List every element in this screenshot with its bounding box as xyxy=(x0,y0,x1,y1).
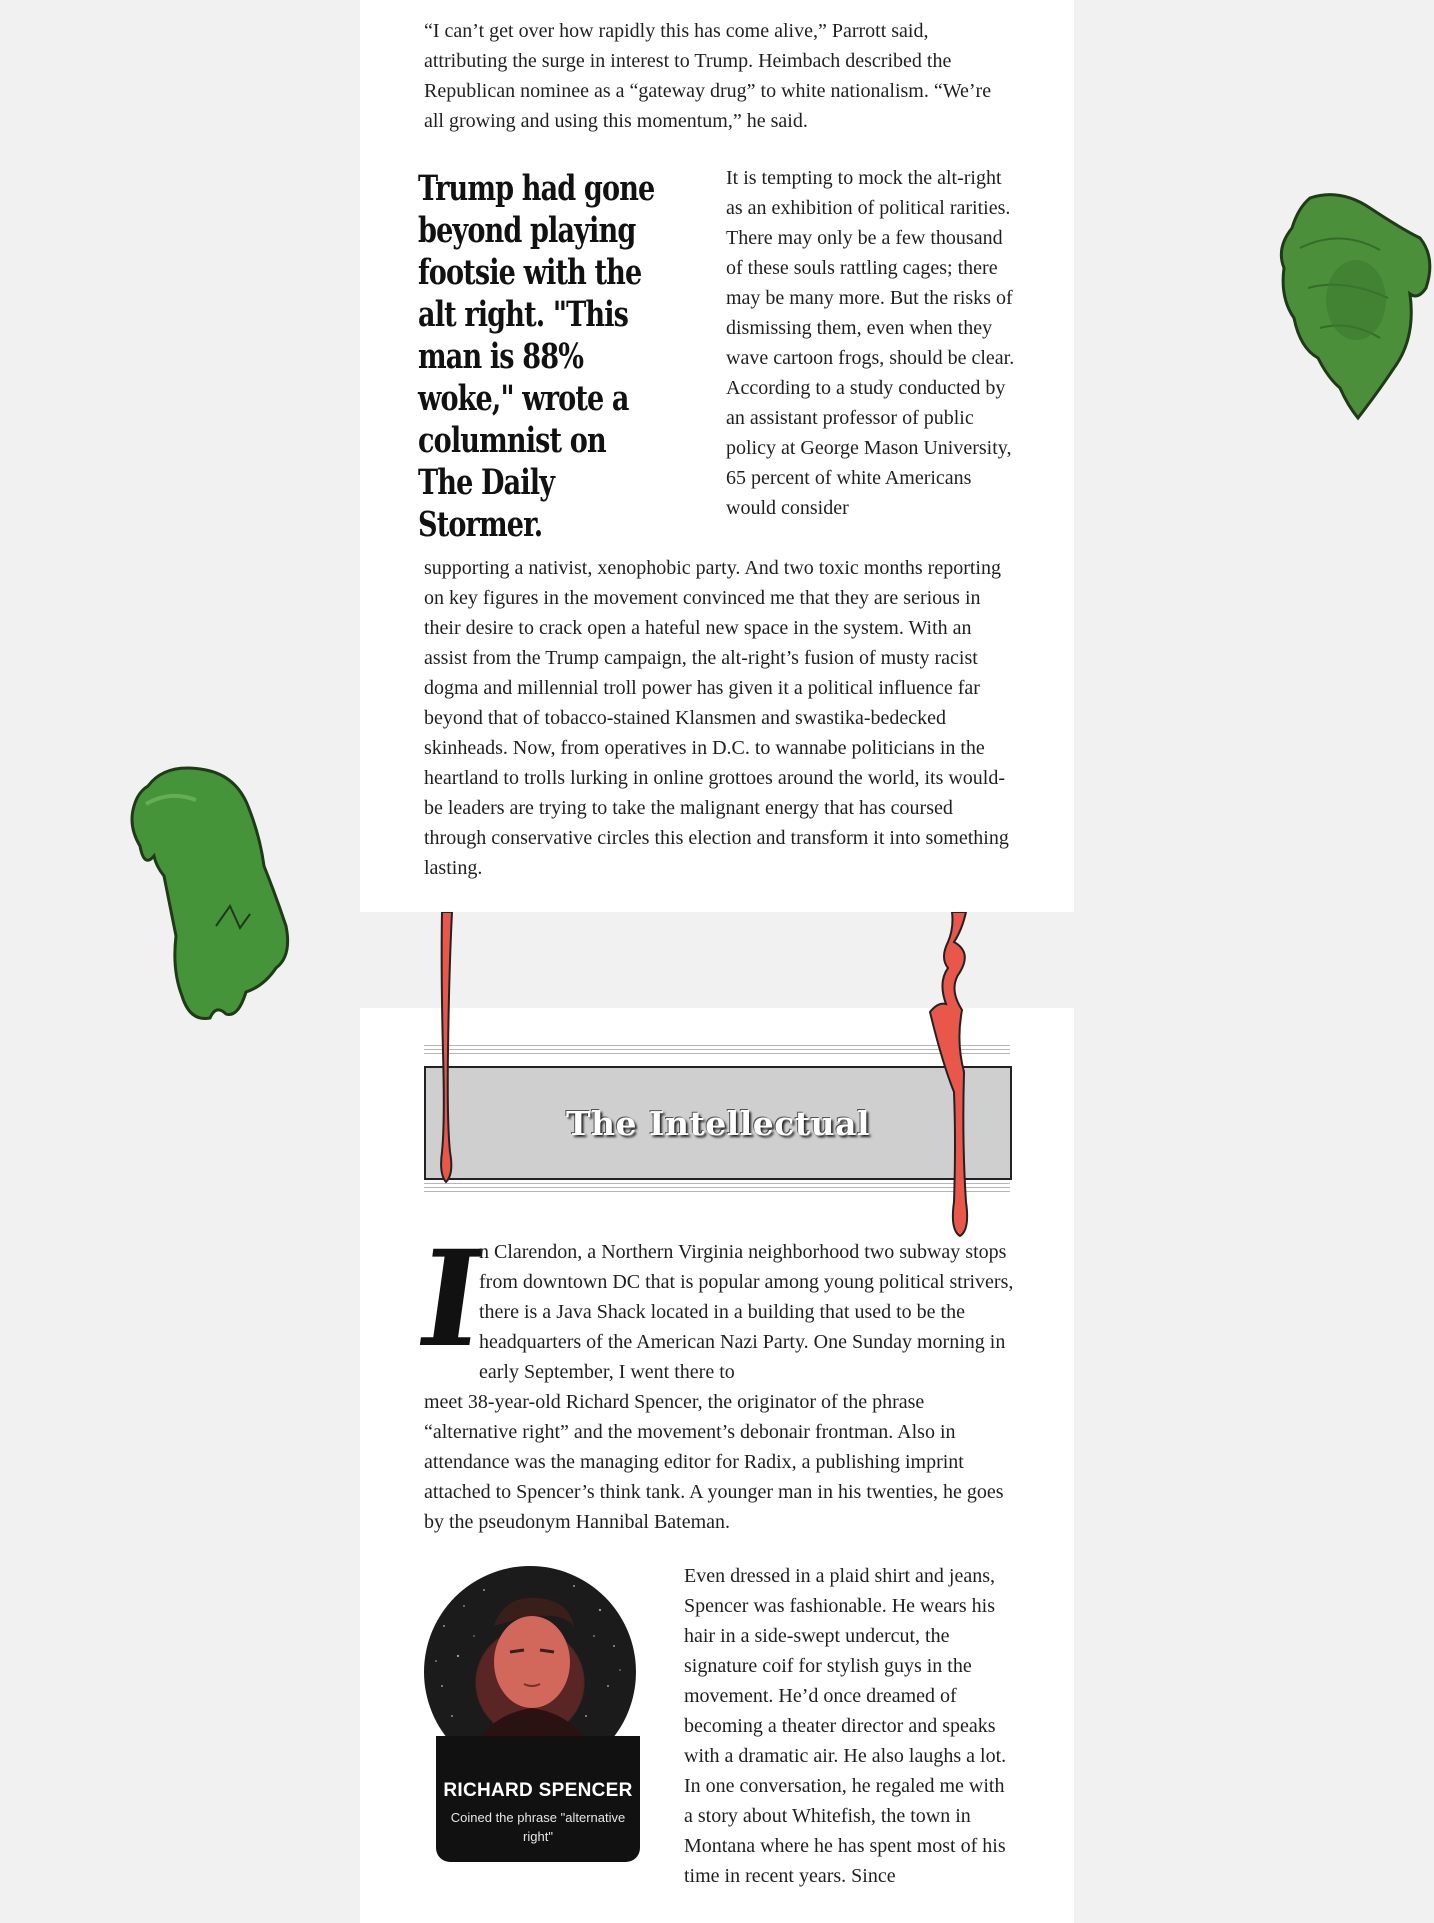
profile-name-plate xyxy=(436,1736,640,1862)
profile-card xyxy=(424,1566,644,1896)
body-paragraph-tempting-continued: supporting a nativist, xenophobic party. And two toxic months reporting on key figures in the movement convinced me that they are serious in their desire to crack open a hateful new space in the system. With an assist from the Trump campaign, the alt-right’s fusion of musty racist dogma and millennial troll power has given it a political influence far beyond that of tobacco-stained Klansmen and swastika-bedecked skinheads. Now, from operatives in D.C. to wannabe politicians in the heartland to trolls lurking in online grottoes around the world, its would-be leaders are trying to take the malignant energy that has coursed through conservative circles this election and transform it into something lasting. xyxy=(424,557,1009,879)
red-drip-right-icon xyxy=(924,912,980,1242)
profile-caption: Coined the phrase "alternative right" xyxy=(450,1810,626,1844)
pull-quote: Trump had gone beyond playing footsie with the alt right. "This man is 88% woke," wrote a columnist on The Daily Stormer. xyxy=(418,168,655,545)
green-slime-blob-right-icon xyxy=(1270,188,1434,424)
body-paragraph-clarendon: n Clarendon, a Northern Virginia neighborhood two subway stops from downtown DC that is popular among young political strivers, there is a Java Shack located in a building that used to be the headquarters of the American Nazi Party. One Sunday morning in early September, I went there to xyxy=(479,1241,1014,1383)
section-rules-top xyxy=(424,1045,1010,1057)
section-title: The Intellectual xyxy=(565,1104,871,1143)
section-rules-bottom xyxy=(424,1183,1010,1195)
profile-name: RICHARD SPENCER xyxy=(443,1780,633,1801)
body-paragraph-tempting: It is tempting to mock the alt-right as an exhibition of political rarities. There may only be a few thousand of these souls rattling cages; there may be many more. But the risks of dismissing them, even when they wave cartoon frogs, should be clear. According to a study conducted by an assistant professor of public policy at George Mason University, 65 percent of white Americans would consider xyxy=(726,167,1015,519)
body-paragraph-dressed: Even dressed in a plaid shirt and jeans, Spencer was fashionable. He wears his hair in a side-swept undercut, the signature coif for stylish guys in the movement. He’d once dreamed of becoming a theater director and speaks with a dramatic air. He also laughs a lot. In one conversation, he regaled me with a story about Whitefish, the town in Montana where he has spent most of his time in recent years. Since xyxy=(684,1565,1007,1887)
body-paragraph-clarendon-continued: meet 38-year-old Richard Spencer, the originator of the phrase “alternative right” and the movement’s debonair frontman. Also in attendance was the managing editor for Radix, a publishing imprint attached to Spencer’s think tank. A younger man in his twenties, he goes by the pseudonym Hannibal Bateman. xyxy=(424,1391,1004,1533)
drop-cap: I xyxy=(409,1222,493,1377)
intro-paragraph: “I can’t get over how rapidly this has come alive,” Parrott said, attributing the surge in interest to Trump. Heimbach described the Republican nominee as a “gateway drug” to white nationalism. “We’re all growing and using this momentum,” he said. xyxy=(424,20,992,132)
green-slime-blob-left-icon xyxy=(126,756,294,1024)
red-drip-left-icon xyxy=(436,912,458,1188)
